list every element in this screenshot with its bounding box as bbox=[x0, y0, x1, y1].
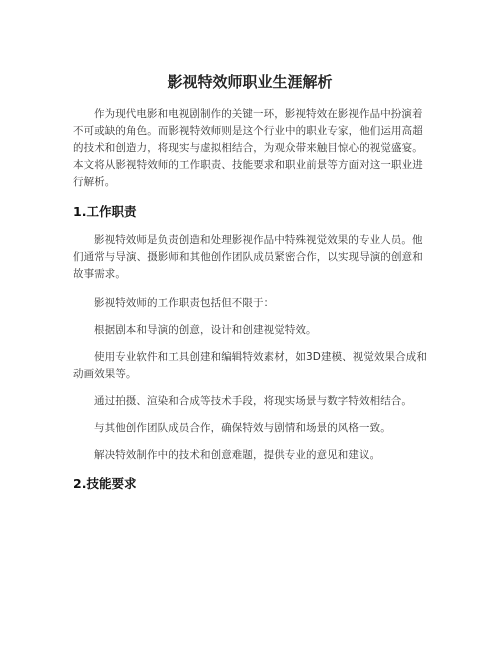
section-heading-responsibilities: 1.工作职责 bbox=[73, 204, 137, 219]
intro-paragraph: 作为现代电影和电视剧制作的关键一环，影视特效在影视作品中扮演着不可或缺的角色。而影视特效师则是这个行业中的职业专家，他们运用高超的技术和创造力，将现实与虚拟相结合，为观众带来触目惊心的视觉盛宴。本文将从影视特效师的工作职责、技能要求和职业前景等方面对这一职业进行解析。 bbox=[73, 108, 423, 188]
section-heading-skills: 2.技能要求 bbox=[73, 476, 137, 491]
list-item: 使用专业软件和工具创建和编辑特效素材，如3D建模、视觉效果合成和动画效果等。 bbox=[73, 351, 427, 380]
document-title: 影视特效师职业生涯解析 bbox=[167, 73, 333, 91]
list-item: 通过拍摄、渲染和合成等技术手段，将现实场景与数字特效相结合。 bbox=[94, 395, 412, 407]
list-item: 与其他创作团队成员合作，确保特效与剧情和场景的风格一致。 bbox=[94, 422, 391, 434]
section-paragraph: 影视特效师是负责创造和处理影视作品中特殊视觉效果的专业人员。他们通常与导演、摄影师和其他创作团队成员紧密合作，以实现导演的创意和故事需求。 bbox=[73, 234, 423, 280]
list-item: 根据剧本和导演的创意，设计和创建视觉特效。 bbox=[94, 324, 317, 336]
section-paragraph: 影视特效师的工作职责包括但不限于： bbox=[94, 297, 275, 309]
list-item: 解决特效制作中的技术和创意难题，提供专业的意见和建议。 bbox=[94, 449, 381, 461]
